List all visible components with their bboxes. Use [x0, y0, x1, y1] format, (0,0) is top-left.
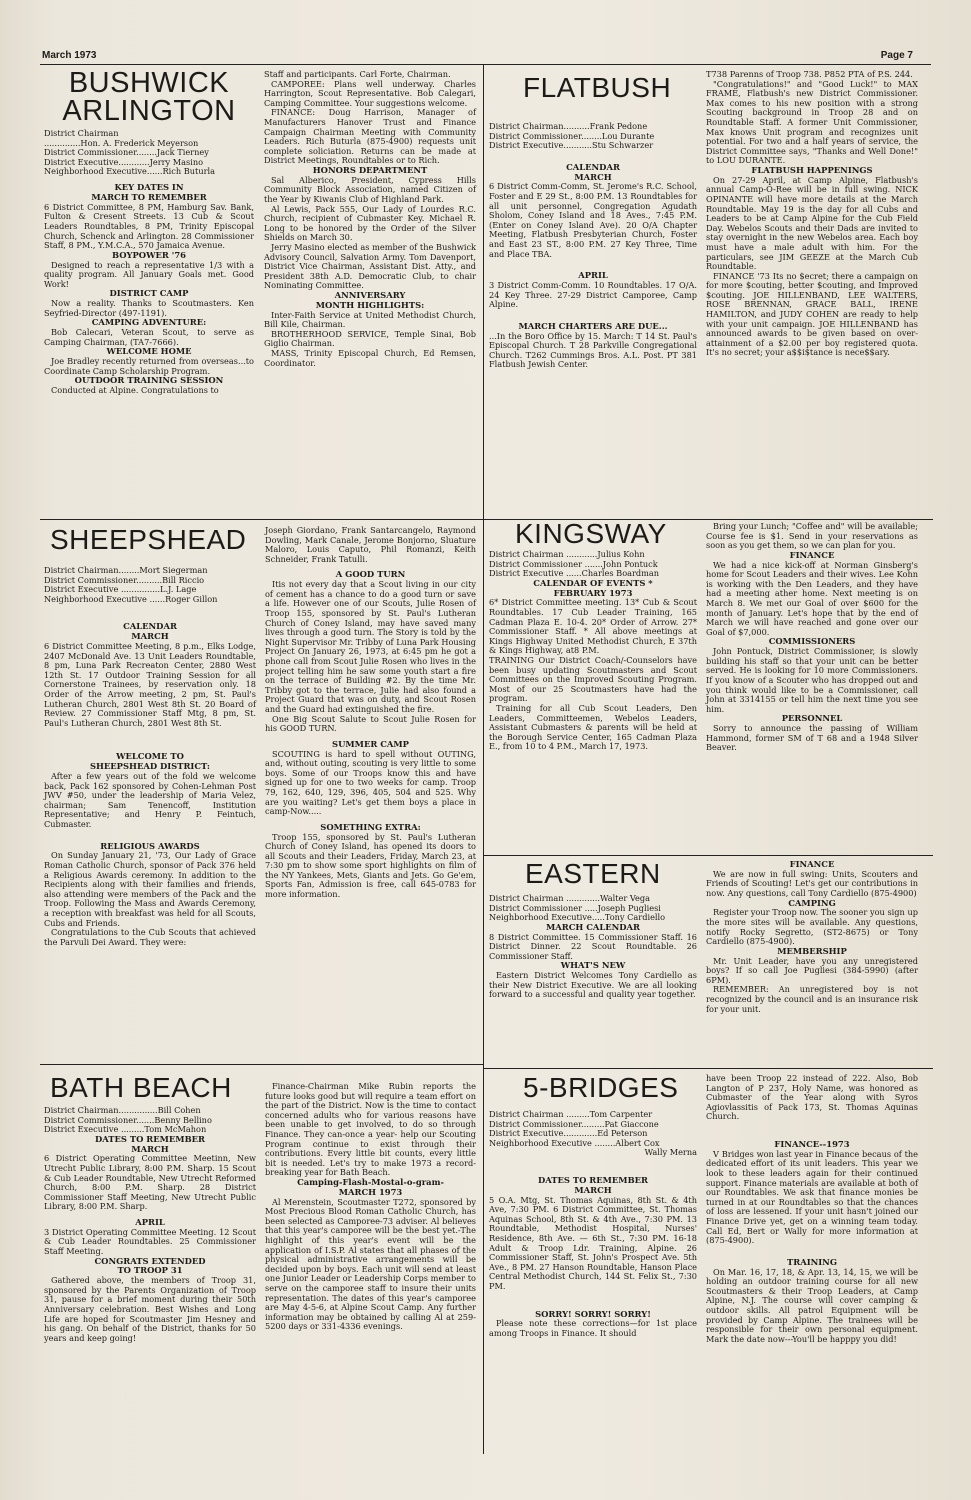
five-bridges-section — [489, 1074, 697, 1339]
center-divider — [483, 64, 484, 1454]
sheepshead-welcome-heading: WELCOME TO — [116, 751, 184, 762]
bath-april-heading: APRIL — [135, 1217, 165, 1227]
divider-right-3 — [483, 1068, 933, 1069]
bridges-march: 5 O.A. Mtg, St. Thomas Aquinas, 8th St. & 4th Ave, 7:30 PM. 6 District Committee, St. Thomas Aquinas School, 8th St. & 4th Ave., 7:30 PM. 13 Roundtable, Methodist Hospital, Nurses' Residence, 8th Ave. — 6th St., 7:30 PM. 16-18 Adult & Troop Ldr. Training, Alpine. 26 Commissioner Staff, St. John's Prospect Ave. 5th Ave., 8 PM. 27 Hanson Roundtable, Hanson Place Central Methodist Church, 144 St. Felix St., 7:30 PM. — [489, 1194, 697, 1291]
sheepshead-names: Joseph Giordano, Frank Santarcangelo, Raymond Dowling, Mark Canale, Jerome Bonjorno, Sluature Maloro, Louis Caputo, Phil Romanzi, Keith Schneider, Frank Tatulli. — [265, 525, 476, 564]
flatbush-executive: District Executive...........Stu Schwarzer — [489, 140, 654, 151]
five-bridges-title: 5-BRIDGES — [523, 1072, 679, 1103]
sheepshead-section — [44, 526, 256, 947]
flatbush-chairman: District Chairman..........Frank Pedone — [489, 121, 648, 131]
bridges-neighborhood: Neighborhood Executive ........Albert Cox — [489, 1137, 660, 1148]
bath-commissioner: District Commissioner.......Benny Bellino — [44, 1114, 212, 1125]
sheepshead-executive: District Executive ...............L.J. Lage — [44, 584, 197, 595]
eastern-membership-heading: MEMBERSHIP — [777, 945, 847, 956]
eastern-remember: REMEMBER: An unregistered boy is not recognized by the council and is an insurance risk for your unit. — [706, 984, 918, 1014]
bath-congrats-heading-2: TO TROOP 31 — [117, 1265, 183, 1276]
sheepshead-summer-heading: SUMMER CAMP — [332, 738, 409, 749]
bushwick-anniv-2: BROTHERHOOD SERVICE, Temple Sinai, Bob Giglio Chairman. — [264, 328, 476, 349]
kingsway-chairman: District Chairman ............Julius Kohn — [489, 549, 645, 559]
bushwick-anniv-heading: ANNIVERSARY — [334, 289, 406, 300]
bushwick-honors-2: Al Lewis, Pack 555, Our Lady of Lourdes R.C. Church, recipient of Cubmaster Key. Michael R. Long to be honored by the Order of the Silver Shields on March 30. — [264, 203, 476, 243]
sheepshead-extra-heading: SOMETHING EXTRA: — [320, 821, 421, 832]
bath-congrats: Gathered above, the members of Troop 31, sponsored by the Parents Organization of Troop 31, pause for a brief moment during their 50th Anniversary celebration. Best Wishes and Long Life are hoped for Scoutmaster Jim Hesney and his gang. On behalf of the District, thanks for 50 years and keep going! — [44, 1275, 256, 1343]
flatbush-title: FLATBUSH — [523, 72, 672, 103]
bushwick-honors-heading: HONORS DEPARTMENT — [312, 164, 428, 175]
bushwick-anniv-3: MASS, Trinity Episcopal Church, Ed Remsen, Coordinator. — [264, 347, 476, 368]
eastern-calendar-heading: MARCH CALENDAR — [545, 921, 641, 932]
bushwick-adventure: Bob Calecari, Veteran Scout, to serve as Camping Chairman, (TA7-7666). — [44, 327, 254, 347]
bridges-finance: V Bridges won last year in Finance becaus of the dedicated effort of its unit leaders. This year we look to these leaders again for their continued support. Finance materials are available at both of our Roundtables. We ask that finance monies be turned in at our Roundtables so that the chances of loss are lessened. If your unit hasn't joined our Finance Drive yet, get on a winning team today. Call Ed, Bert or Wally for more information at (875-4900). — [706, 1148, 918, 1246]
kingsway-section-cont — [706, 522, 918, 753]
sheepshead-summer: SCOUTING is hard to spell without OUTING, and, without outing, scouting is very little to some boys. Some of our Troops know this and have signed up for one to two weeks for camp. Troop 79, 162, 640, 129, 396, 405, 504 and 525. Why are you waiting? Let's get them boys a place in camp-Now..... — [265, 748, 476, 817]
sheepshead-religious: On Sunday January 21, '73, Our Lady of Grace Roman Catholic Church, sponsor of Pack 376 held a Religious Awards ceremony. In addition to the Recipients along with their families and friends, also attending were members of the Pack and the Troop. Following the Mass and Awards Ceremony, a reception with breakfast was held for all Scouts, Cubs and Friends. — [44, 850, 256, 928]
kingsway-title: KINGSWAY — [515, 518, 667, 549]
sheepshead-religious-heading: RELIGIOUS AWARDS — [100, 840, 200, 851]
sheepshead-turn-2: One Big Scout Salute to Scout Julie Rosen for his GOOD TURN. — [265, 713, 476, 734]
bridges-chairman: District Chairman .........Tom Carpenter — [489, 1109, 653, 1119]
eastern-section — [489, 860, 697, 1000]
sheepshead-calendar: 6 District Committee Meeting, 8 p.m., Elks Lodge, 2407 McDonald Ave. 13 Unit Leaders Roundtable, 8 pm, Luna Park Recreaton Center, 2880 West 12th St. 17 Outdoor Training Session for all Cornerstone Trainees, by reservation only. 18 Order of the Arrow meeting, 2 pm, St. Paul's Lutheran Church, 2801 West 8th St. 20 Board of Review. 27 Commissioner Staff Mtg, 8 pm, St. Paul's Lutheran Church, 2801 West 8th St. — [44, 641, 256, 728]
eastern-camping: Register your Troop now. The sooner you sign up the more sites will be available. Any questions, notify Rocky Segretto, (ST2-8675) or Tony Cardiello (875-4900). — [706, 907, 918, 947]
bushwick-outdoor: Conducted at Alpine. Congratulations to — [51, 385, 219, 396]
bridges-finance-heading: FINANCE--1973 — [774, 1138, 850, 1149]
bushwick-key-heading: KEY DATES IN — [114, 182, 184, 193]
flatbush-section — [489, 74, 697, 370]
flatbush-parents: T738 Parenns of Troop 738. P852 PTA of P.S. 244. — [706, 69, 913, 79]
kingsway-section — [489, 520, 697, 752]
divider-right-2 — [483, 855, 933, 856]
eastern-neighborhood: Neighborhood Executive.....Tony Cardiello — [489, 912, 666, 923]
sheepshead-neighborhood: Neighborhood Executive ......Roger Gillon — [44, 593, 218, 604]
bushwick-anniv-1: Inter-Faith Service at United Methodist Church, Bill Kile, Chairman. — [264, 309, 476, 330]
bushwick-camp-heading: DISTRICT CAMP — [109, 288, 189, 299]
flatbush-charters-heading: MARCH CHARTERS ARE DUE... — [518, 320, 668, 331]
bushwick-title-2: ARLINGTON — [62, 94, 236, 127]
kingsway-executive: District Executive ......Charles Boardman — [489, 568, 660, 579]
bath-march-heading: MARCH — [131, 1143, 169, 1154]
kingsway-commissioner: District Commissioner .......John Pontuck — [489, 558, 658, 569]
bridges-training-heading: TRAINING — [787, 1256, 837, 1267]
flatbush-commissioner: District Commissioner........Lou Durante — [489, 130, 655, 141]
kingsway-personnel-heading: PERSONNEL — [781, 713, 843, 724]
bushwick-staff: Staff and participants. Carl Forte, Chairman. — [264, 69, 451, 79]
divider-left-1 — [40, 519, 483, 520]
sheepshead-turn-heading: A GOOD TURN — [335, 569, 406, 580]
kingsway-commissioners: John Pontuck, District Commissioner, is slowly building his staff so that your unit can be better served. He is looking for 10 more Commissioners. If you know of a Scouter who has dropped out and you think would like to be a Commissioner, call John at 3314155 or tell him the next time you see him. — [706, 646, 918, 714]
eastern-finance-heading: FINANCE — [789, 859, 835, 869]
eastern-new: Eastern District Welcomes Tony Cardiello as their New District Executive. We are all looking forward to a successful and quality year together. — [489, 970, 697, 1000]
flatbush-april-heading: APRIL — [578, 270, 608, 281]
eastern-title: EASTERN — [525, 858, 661, 889]
bridges-correction: have been Troop 22 instead of 222. Also, Bob Langton of P 237, Holy Name, was honored as Cubmaster of the Year along with Syros Agiovlassitis of Pack 173, St. Thomas Aquinas Church. — [706, 1073, 918, 1122]
bushwick-chairman-label: District Chairman — [44, 128, 119, 139]
divider-left-2 — [40, 1064, 483, 1065]
flatbush-calendar-heading: CALENDAR — [566, 161, 620, 172]
bridges-dates-heading: DATES TO REMEMBER — [537, 1174, 648, 1185]
bridges-sorry-heading: SORRY! SORRY! SORRY! — [535, 1308, 651, 1319]
bushwick-anniv-heading-2: MONTH HIGHLIGHTS: — [315, 299, 425, 310]
flatbush-happenings: On 27-29 April, at Camp Alpine, Flatbush's annual Camp-O-Ree will be in full swing. NICK OPINANTE will have more details at the March Roundtable. May 19 is the day for all Cubs and Leaders to be at Camp Alpine for the Cub Field Day. Webelos Scouts and their Dads are invited to stay overnight in the new Webelos area. Each boy must have a male adult with him. For the particulars, see JIM GEEZE at the March Cub Roundtable. — [706, 174, 918, 272]
eastern-calendar: 8 District Committee. 15 Commissioner Staff. 16 District Dinner. 22 Scout Roundtable. 26 Commissioner Staff. — [489, 931, 697, 961]
five-bridges-section-cont — [706, 1074, 918, 1344]
bushwick-title: BUSHWICK — [68, 67, 230, 99]
bath-flash-heading-2: MARCH 1973 — [338, 1186, 403, 1197]
bridges-training: On Mar. 16, 17, 18, & Apr. 13, 14, 15, we will be holding an outdoor training course for all new Scoutmasters & their Troop Leaders, at Camp Alpine, N.J. The course will cover camping & outdoor skills. All patrol Equipment will be provided by Camp Alpine. The trainees will be responsible for their own personal equipment. Mark the date now---You'll be happpy you did! — [706, 1266, 918, 1344]
bath-finance: Finance-Chairman Mike Rubin reports the future looks good but will require a team effort on the part of the District. Now is the time to contact concerned adults who for various reasons have been unable to get involved, to do so through Finance. They can-once a year- help our Scouting Program continue to exist through their contributions. Every little bit counts, every little bit is needed. Let's try to make 1973 a record-breaking year for Bath Beach. — [265, 1081, 476, 1178]
bushwick-welcome-heading: WELCOME HOME — [106, 346, 192, 357]
eastern-commissioner: District Commissioner .....Joseph Pugliesi — [489, 902, 661, 913]
sheepshead-turn: Itis not every day that a Scout living in our city of cement has a chance to do a good turn or save a life. However one of our Scouts, Julie Rosen of Troop 155, sponsored by St. Paul's Lutheran Church of Coney Island, may have saved many lives through a good turn. The Story is told by the Night Supervisor Mr. Tribby of Luna Park Housing Project On January 26, 1973, at 6:45 pm he got a phone call from Scout Julie Rosen who lives in the project telling him he saw some youth start a fire on the terrace of Building #2. By the time Mr. Tribby got to the terrace, Julie had also found a Project Guard that was on duty, and Scout Rosen and the Guard had extinguished the fire. — [265, 579, 476, 714]
eastern-chairman: District Chairman .............Walter Vega — [489, 893, 650, 903]
eastern-camping-heading: CAMPING — [788, 897, 836, 908]
bushwick-boypower: Designed to reach a representative 1/3 with a quality program. All January Goals met. Good Work! — [44, 259, 254, 289]
bushwick-section — [44, 67, 254, 396]
kingsway-training-2: Training for all Cub Scout Leaders, Den Leaders, Committeemen, Webelos Leaders, Assistant Cubmasters & parents will be held at the Borough Service Center, 165 Cadman Plaza E., from 10 to 4 P.M., March 17, 1973. — [489, 702, 697, 752]
bushwick-finance: FINANCE: Doug Harrison, Manager of Manufacturers Hanover Trust and Finance Campaign Chairman Meeting with Community Leaders. Rich Buturla (875-4900) requests unit complete soliciation. Returns can be made at District Meetings, Roundtables or to Rich. — [264, 107, 476, 166]
kingsway-personnel: Sorry to announce the passing of William Hammond, former SM of T 68 and a 1948 Silver Beaver. — [706, 723, 918, 753]
kingsway-finance: We had a nice kick-off at Norman Ginsberg's home for Scout Leaders and their wives. Lee Kohn is working with the Den Leaders, and they have had a meeting ather home. Next meeting is on March 8. We met our Goal of over $600 for the month of January. Let's hope that by the end of March we will have reached and gone over our Goal of $7,000. — [706, 559, 918, 637]
bushwick-boypower-heading: BOYPOWER '76 — [112, 249, 186, 260]
bath-camporee: Al Merenstein, Scoutmaster T272, sponsored by Most Precious Blood Roman Catholic Church, has been selected as Camporee-73 adviser. Al believes that this year's camporee will be the best yet.-The highlight of this year's event will be the application of I.S.P. Al states that all phases of the physical administrative arrangements will be decided upon by boys. Each unit will send at least one Junior Leader or Leadership Corps member to serve on the camporee staff to insure their units representation. The dates of this year's camporee are May 4-5-6, at Alpine Scout Camp. Any further information may be obtained by calling Al at 259-5200 days or 331-4336 evenings. — [265, 1196, 476, 1332]
eastern-new-heading: WHAT'S NEW — [560, 960, 626, 971]
bridges-commissioner: District Commissioner.........Pat Giaccone — [489, 1118, 659, 1129]
bath-congrats-heading: CONGRATS EXTENDED — [94, 1255, 206, 1266]
flatbush-april: 3 District Comm-Comm. 10 Roundtables. 17 O/A. 24 Key Three. 27-29 District Camporee, Camp Alpine. — [489, 280, 697, 310]
eastern-membership: Mr. Unit Leader, have you any unregistered boys? If so call Joe Pugliesi (384-5990) (after 6PM). — [706, 955, 918, 985]
flatbush-march-heading: MARCH — [574, 171, 612, 182]
sheepshead-title: SHEEPSHEAD — [50, 524, 247, 555]
bridges-executive: District Executive.............Ed Peterson — [489, 1128, 648, 1139]
flatbush-happenings-heading: FLATBUSH HAPPENINGS — [751, 164, 873, 175]
bath-chairman: District Chairman...............Bill Cohen — [44, 1105, 201, 1115]
sheepshead-commissioner: District Commissioner..........Bill Riccio — [44, 574, 205, 585]
top-rule — [40, 64, 931, 65]
bushwick-adventure-heading: CAMPING ADVENTURE: — [91, 317, 207, 328]
bushwick-camp: Now a reality. Thanks to Scoutmasters. Ken Seyfried-Director (497-1191). — [44, 298, 254, 318]
bath-executive: District Executive .........Tom McMahon — [44, 1124, 207, 1135]
sheepshead-calendar-heading: CALENDAR — [123, 621, 177, 632]
bath-beach-title: BATH BEACH — [50, 1072, 232, 1103]
bushwick-welcome: Joe Bradley recently returned from overseas...to Coordinate Camp Scholarship Program. — [44, 356, 254, 376]
flatbush-finance: FINANCE '73 Its no $ecret; there a campaign on for more $couting, better $couting, and Improved $couting. JOE HILLENBAND, LEE WALTERS, ROSE BRENNAN, GRACE BALL, IRENE HAMILTON, and JUDY COHEN are ready to help with your unit campaign. JOE HILLENBAND has announced awards to be given based on over-attainment of a $2.00 per boy registered quota. It's no secret; your a$$i$tance is nece$$ary. — [706, 270, 918, 358]
eastern-section-cont — [706, 860, 918, 1014]
kingsway-finance-heading: FINANCE — [789, 549, 835, 560]
bushwick-camporee: CAMPOREE: Plans well underway. Charles Harrington, Scout Representative. Bob Calegari, Camping Committee. Your suggestions welcome. — [264, 78, 476, 108]
bushwick-neighborhood: Neighborhood Executive......Rich Buturla — [44, 166, 216, 177]
bridges-march-heading: MARCH — [574, 1184, 612, 1195]
kingsway-feb-heading: FEBRUARY 1973 — [553, 587, 633, 598]
sheepshead-religious-2: Congratulations to the Cub Scouts that achieved the Parvuli Dei Award. They were: — [44, 927, 256, 947]
bushwick-commissioner: District Commissioner........Jack Tierney — [44, 147, 209, 158]
header-date: March 1973 — [42, 50, 97, 61]
sheepshead-section-cont — [265, 526, 476, 900]
kingsway-lunch: Bring your Lunch; "Coffee and" will be available; Course fee is $1. Send in your reservations as soon as you get them, so we can plan for you. — [706, 521, 918, 551]
bath-beach-section — [44, 1074, 256, 1343]
bridges-sorry: Please note these corrections—for 1st place among Troops in Finance. It should — [489, 1318, 697, 1338]
flatbush-march: 6 District Comm-Comm, St. Jerome's R.C. School, Foster and E 29 St., 8:00 P.M. 13 Roundtables for all unit personnel, Congregation Agudath Sholom, Coney Island and 18 Aves., 7:45 P.M. (Enter on Coney Island Ave). 20 O/A Chapter Meeting, Flatbush Presbyterian Church, Foster and East 23 ST., 8:00 P.M. 27 Key Three, Time and Place TBA. — [489, 181, 697, 259]
kingsway-calendar: 6* District Committee meeting. 13* Cub & Scout Roundtables. 17 Cub Leader Training, 165 Cadman Plaza E. 10-4. 20* Order of Arrow. 27* Commissioner Staff. * All above meetings at Kings Highway United Methodist Church, E 37th & Kings Highway, at8 P.M. — [489, 597, 697, 656]
bushwick-honors-3: Jerry Masino elected as member of the Bushwick Advisory Council, Salvation Army. Tom Davenport, District Vice Chairman, Assistant Dist. Atty., and President 38th A.D. Democratic Club, to chair Nominating Committee. — [264, 241, 476, 291]
eastern-finance: We are now in full swing: Units, Scouters and Friends of Scouting! Let's get our contributions in now. Any questions, call Tony Cardiello (875-4900) — [706, 868, 918, 899]
flatbush-charters: ...In the Boro Office by 15. March: T 14 St. Paul's Episcopal Church. T 28 Parkville Congregational Church. T262 Cummings Bros. A.L. Post. PT 381 Flatbush Jewish Center. — [489, 330, 697, 370]
kingsway-training: TRAINING Our District Coach/-Counselors have been busy updating Scoutmasters and Scout Committees on the Improved Scouting Program. Most of our 25 Scoutmasters have had the program. — [489, 655, 697, 704]
bath-march: 6 District Operating Committee Meetinn, New Utrecht Public Library, 8:00 P.M. Sharp. 15 Scout & Cub Leader Roundtable, New Utrecht Reformed Church, 8:00 P.M. Sharp. 28 District Commissioner Staff Meeting, New Utrecht Public Library, 8:00 P.M. Sharp. — [44, 1153, 256, 1212]
header-page-number: Page 7 — [880, 50, 913, 61]
flatbush-section-cont — [706, 70, 918, 358]
bath-flash-heading: Camping-Flash-Mostal-o-gram- — [297, 1176, 444, 1187]
sheepshead-chairman: District Chairman........Mort Siegerman — [44, 565, 208, 575]
kingsway-commissioners-heading: COMMISSIONERS — [768, 636, 856, 647]
bath-dates-heading: DATES TO REMEMBER — [94, 1133, 205, 1144]
kingsway-calendar-heading: CALENDAR OF EVENTS * — [533, 577, 653, 588]
bath-april: 3 District Operating Committee Meeting. 12 Scout & Cub Leader Roundtables. 25 Commissioner Staff Meeting. — [44, 1226, 256, 1257]
bushwick-key-dates: 6 District Committee, 8 PM, Hamburg Sav. Bank, Fulton & Cresent Streets. 13 Cub & Scout Leaders Roundtables, 8 PM, Trinity Episcopal Church, Schenck and Arlington. 28 Commissioner Staff, 8 PM., Y.M.C.A., 570 Jamaica Avenue. — [44, 201, 254, 251]
sheepshead-march-heading: MARCH — [131, 631, 169, 642]
bushwick-outdoor-heading: OUTDOOR TRAINING SESSION — [74, 375, 224, 386]
sheepshead-extra: Troop 155, sponsored by St. Paul's Lutheran Church of Coney Island, has opened its doors to all Scouts and their Leaders, Friday, March 23, at 7:30 pm to show some sport highlights on film of the NY Yankees, Mets, Giants and Jets. Go Ge'em, Sports Fan, Admission is free, call 645-0783 for more information. — [265, 831, 476, 900]
flatbush-congrats: "Congratulations!" and "Good Luck!" to MAX FRAME, Flatbush's new District Commissioner. Max comes to his new position with a strong Scouting background in Troop 28 and on Roundtable Staff. A former Unit Commissioner, Max knows Unit program and recognizes unit potential. For two and a half years of service, the District Committee says, "Thanks and Well Done!" to LOU DURANTE. — [706, 78, 918, 166]
bushwick-key-heading-2: MARCH TO REMEMBER — [91, 191, 207, 202]
bushwick-honors-1: Sal Alberico, President, Cypress Hills Community Block Association, named Citizen of the Year by Kiwanis Club of Highland Park. — [264, 174, 476, 204]
bridges-neighborhood-2: Wally Merna — [644, 1147, 697, 1158]
bushwick-executive: District Executive............Jerry Masino — [44, 156, 204, 167]
sheepshead-welcome-heading-2: SHEEPSHEAD DISTRICT: — [89, 761, 211, 772]
bath-beach-section-cont — [265, 1082, 476, 1332]
bushwick-chairman: ..............Hon. A. Frederick Meyerson — [44, 137, 199, 148]
bushwick-section-cont — [264, 70, 476, 368]
sheepshead-welcome: After a few years out of the fold we welcome back, Pack 162 sponsored by Cohen-Lehman Post JWV #50, under the leadership of Maria Velez, chairman; Sam Tenencoff, Institution Representative; and Henry P. Feintuch, Cubmaster. — [44, 771, 256, 829]
